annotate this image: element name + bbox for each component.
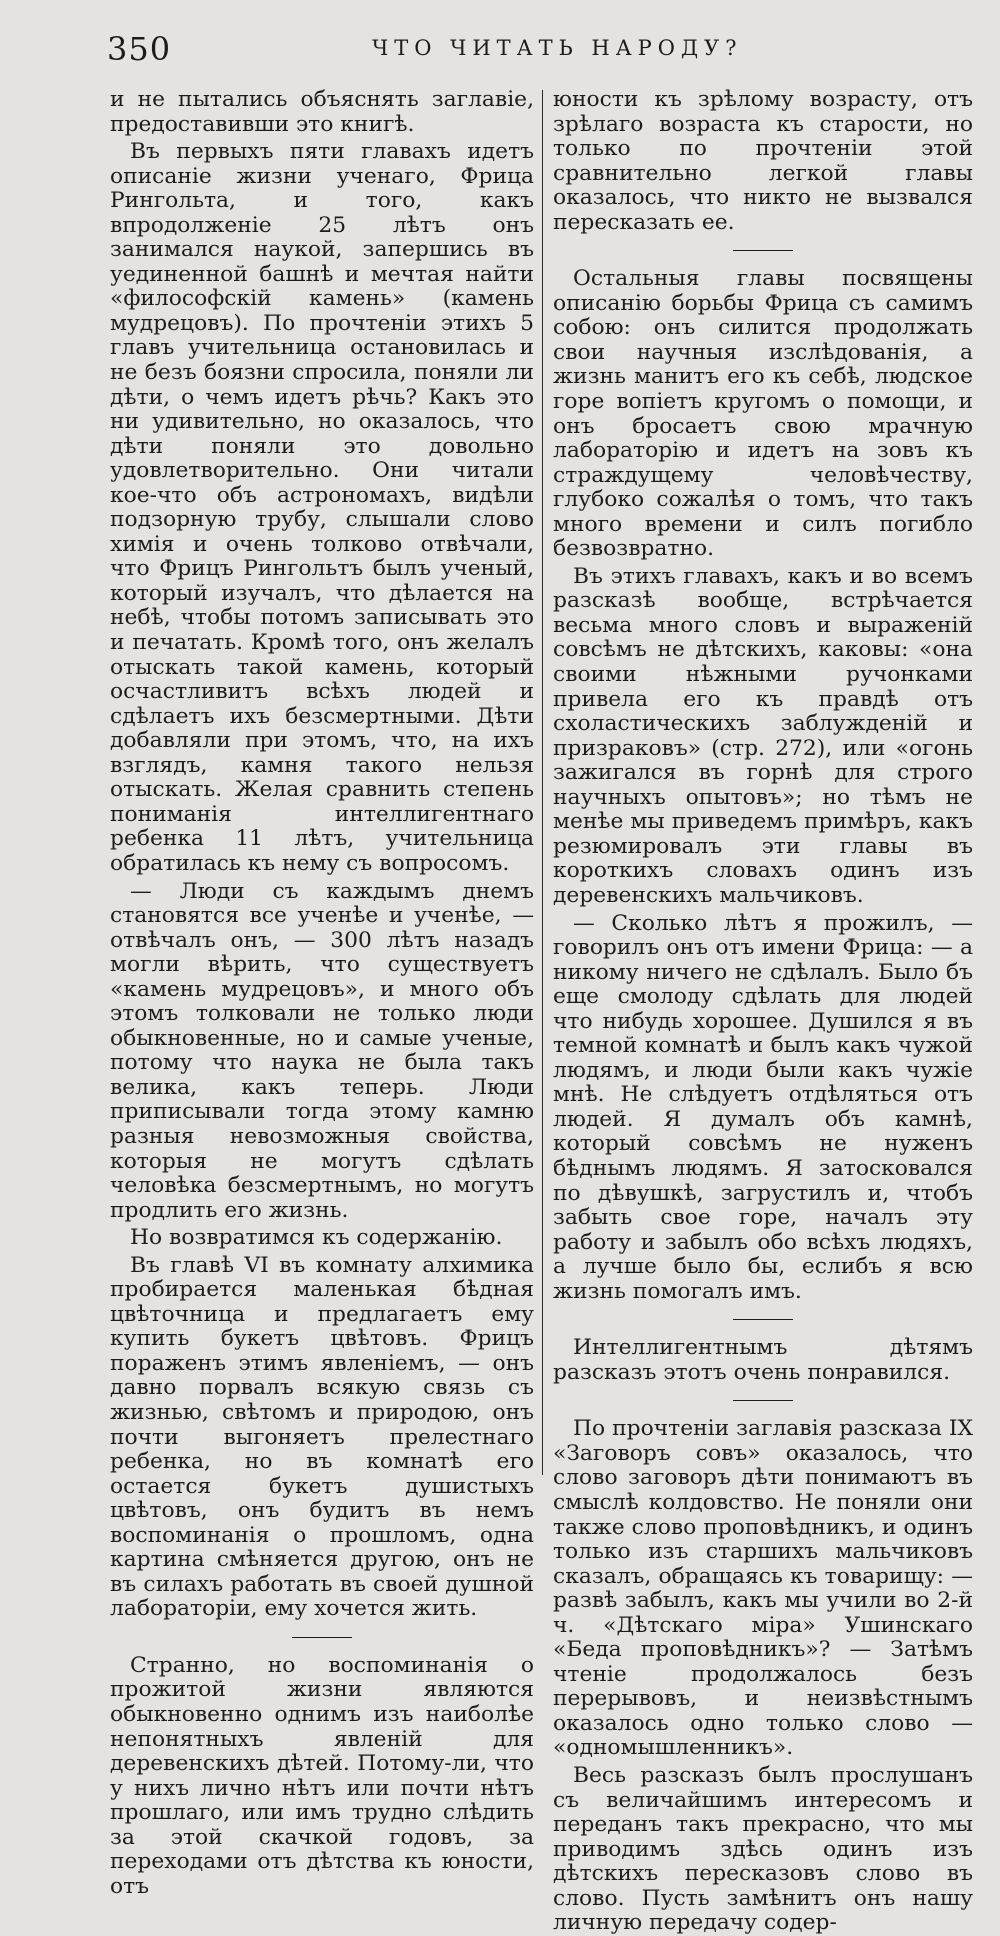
right-column: [553, 88, 973, 1936]
section-divider: [733, 1319, 793, 1320]
section-divider: [292, 1637, 352, 1638]
paragraph: Въ главѣ VI въ комнату алхимика пробирается маленькая бѣдная цвѣточница и предлагаетъ ему купить букетъ цвѣтовъ. Фрицъ пораженъ этимъ явленіемъ, — онъ давно порвалъ всякую связь съ жизнью, свѣтомъ и природою, онъ почти выгоняетъ прелестнаго ребенка, но въ комнатѣ его остается букетъ душистыхъ цвѣтовъ, онъ будитъ въ немъ воспоминанія о прошломъ, одна картина смѣняется другою, онъ не въ силахъ работать въ своей душной лабораторіи, ему хочется жить.: [110, 1252, 534, 1622]
page-number: 350: [107, 30, 172, 68]
paragraph: Весь разсказъ былъ прослушанъ съ величайшимъ интересомъ и переданъ такъ прекрасно, что мы приводимъ здѣсь одинъ изъ дѣтскихъ пересказовъ слово въ слово. Пусть замѣнитъ онъ нашу личную передачу содер-: [553, 1763, 973, 1936]
running-title: ЧТО ЧИТАТЬ НАРОДУ?: [372, 36, 743, 60]
left-column: [110, 88, 534, 1899]
paragraph: юности къ зрѣлому возрасту, отъ зрѣлаго возраста къ старости, но только по прочтеніи этой сравнительно легкой главы оказалось, что никто не вызвался пересказать ее.: [553, 87, 973, 235]
section-divider: [733, 1400, 793, 1401]
paragraph: Но возвратимся къ содержанію.: [130, 1225, 503, 1251]
paragraph: Интеллигентнымъ дѣтямъ разсказъ этотъ очень понравился.: [553, 1335, 973, 1385]
paragraph: По прочтеніи заглавія разсказа IX «Заговоръ совъ» оказалось, что слово заговоръ дѣти понимаютъ въ смыслѣ колдовство. Не поняли они также слово проповѣдникъ, и одинъ только изъ старшихъ мальчиковъ сказалъ, обращаясь къ товарищу: — развѣ забылъ, какъ мы учили во 2-й ч. «Дѣтскаго міра» Ушинскаго «Беда проповѣдникъ»? — Затѣмъ чтеніе продолжалось безъ перерывовъ, и неизвѣстнымъ оказалось одно только слово — «одномышленникъ».: [553, 1416, 973, 1761]
column-divider: [542, 90, 543, 1475]
paragraph: Въ первыхъ пяти главахъ идетъ описаніе жизни ученаго, Фрица Рингольта, и того, какъ впродолженіе 25 лѣтъ онъ занимался наукой, запершись въ уединенной башнѣ и мечтая найти «философскій камень» (камень мудрецовъ). По прочтеніи этихъ 5 главъ учительница остановилась и не безъ боязни спросила, поняли ли дѣти, о чемъ идетъ рѣчь? Какъ это ни удивительно, но оказалось, что дѣти поняли это довольно удовлетворительно. Они читали кое-что объ астрономахъ, видѣли подзорную трубу, слышали слово химія и очень толково отвѣчали, что Фрицъ Рингольтъ былъ ученый, который изучалъ, что дѣлается на небѣ, чтобы потомъ записывать это и печатать. Кромѣ того, онъ желалъ отыскать такой камень, который осчастливитъ всѣхъ людей и сдѣлаетъ ихъ безсмертными. Дѣти добавляли при этомъ, что, на ихъ взглядъ, камня такого нельзя отыскать. Желая сравнить степень пониманія интеллигентнаго ребенка 11 лѣтъ, учительница обратилась къ нему съ вопросомъ.: [110, 139, 534, 876]
paragraph: Въ этихъ главахъ, какъ и во всемъ разсказѣ вообще, встрѣчается весьма много словъ и выраженій совсѣмъ не дѣтскихъ, каковы: «она своими нѣжными ручонками привела его къ правдѣ отъ схоластическихъ заблужденій и призраковъ» (стр. 272), или «огонь зажигался въ горнѣ для строго научныхъ опытовъ»; но тѣмъ не менѣе мы приведемъ примѣръ, какъ резюмировалъ эти главы въ короткихъ словахъ одинъ изъ деревенскихъ мальчиковъ.: [553, 563, 973, 908]
paragraph: и не пытались объяснять заглавіе, предоставивши это книгѣ.: [110, 87, 534, 137]
page-header: [107, 30, 987, 70]
section-divider: [733, 250, 793, 251]
paragraph: Странно, но воспоминанія о прожитой жизни являются обыкновенно однимъ изъ наиболѣе непонятныхъ явленій для деревенскихъ дѣтей. Потому-ли, что у нихъ лично нѣтъ или почти нѣтъ прошлаго, или имъ трудно слѣдить за этой скачкой годовъ, за переходами отъ дѣтства къ юности, отъ: [110, 1652, 534, 1899]
paragraph: — Люди съ каждымъ днемъ становятся все ученѣе и ученѣе, — отвѣчалъ онъ, — 300 лѣтъ назадъ могли вѣрить, что существуетъ «камень мудрецовъ», и много объ этомъ толковали не только люди обыкновенные, но и самые ученые, потому что наука не была такъ велика, какъ теперь. Люди приписывали тогда этому камню разныя невозможныя свойства, которыя не могутъ сдѣлать человѣка безсмертнымъ, но могутъ продлить его жизнь.: [110, 878, 534, 1223]
paragraph: — Сколько лѣтъ я прожилъ, — говорилъ онъ отъ имени Фрица: — а никому ничего не сдѣлалъ. Было бъ еще смолоду сдѣлать для людей что нибудь хорошее. Душился я въ темной комнатѣ и былъ какъ чужой людямъ, и люди были какъ чужіе мнѣ. Не слѣдуетъ отдѣляться отъ людей. Я думалъ объ камнѣ, который совсѣмъ не нуженъ бѣднымъ людямъ. Я затосковался по дѣвушкѣ, загрустилъ и, чтобъ забыть свое горе, началъ эту работу и забылъ обо всѣхъ людяхъ, а лучше было бы, еслибъ я всю жизнь помогалъ имъ.: [553, 910, 973, 1304]
paragraph: Остальныя главы посвящены описанію борьбы Фрица съ самимъ собою: онъ силится продолжать свои научныя изслѣдованія, а жизнь манитъ его къ себѣ, людское горе вопіетъ кругомъ о помощи, и онъ бросаетъ свою мрачную лабораторію и идетъ на зовъ къ страждущему человѣчеству, глубоко сожалѣя о томъ, что такъ много времени и силъ погибло безвозвратно.: [553, 266, 973, 562]
